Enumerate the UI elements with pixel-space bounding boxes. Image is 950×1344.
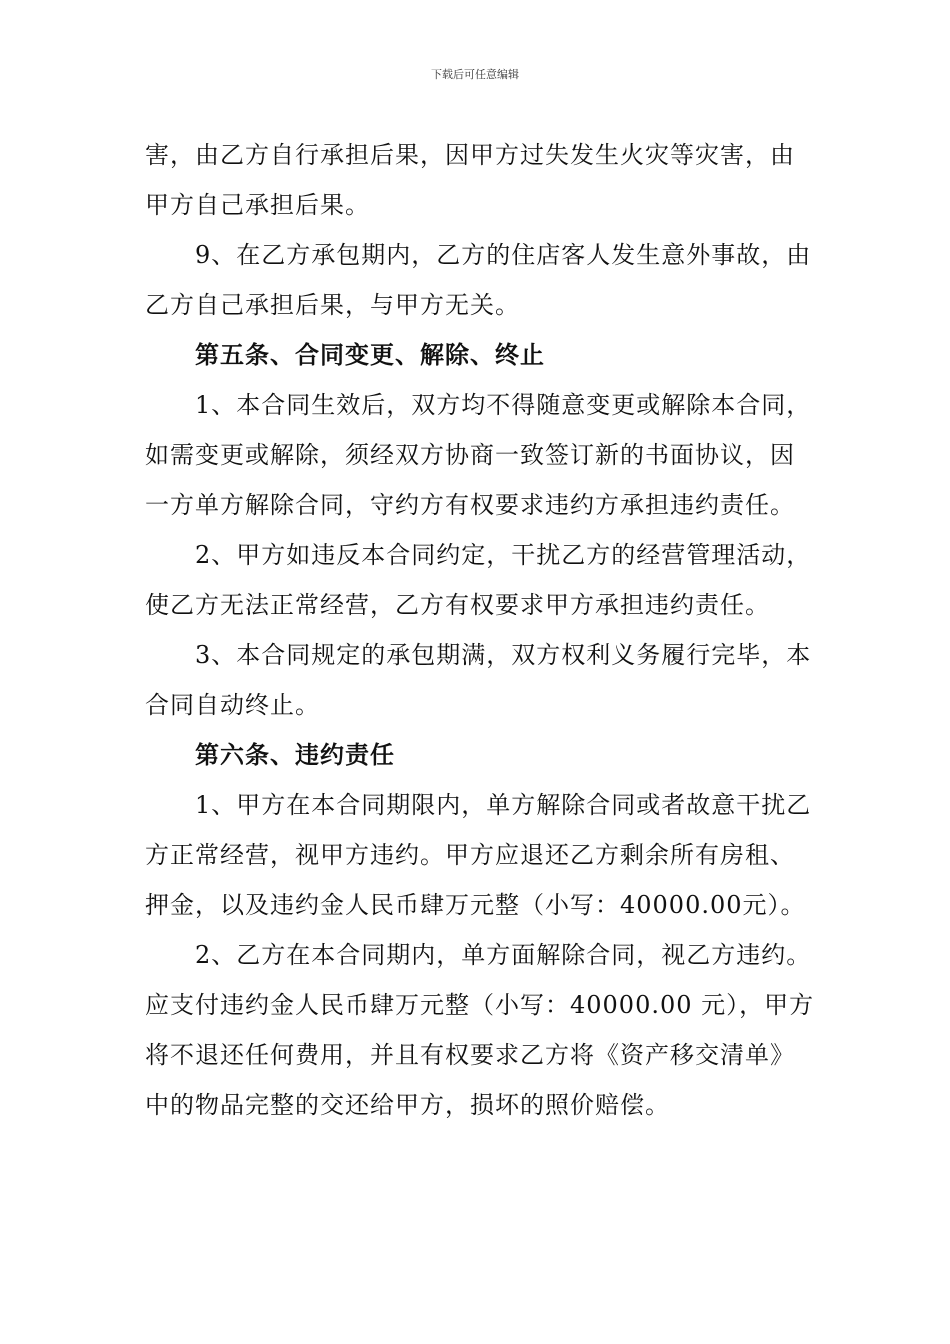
paragraph-5-2: 2、甲方如违反本合同约定，干扰乙方的经营管理活动，使乙方无法正常经营，乙方有权要求甲方承担违约责任。 — [145, 541, 812, 619]
section-heading-5: 第五条、合同变更、解除、终止 — [195, 341, 545, 369]
paragraph-6-1: 1、甲方在本合同期限内，单方解除合同或者故意干扰乙方正常经营，视甲方违约。甲方应退还乙方剩余所有房租、押金，以及违约金人民币肆万元整（小写：40000.00元）。 — [145, 791, 812, 919]
page-header: 下载后可任意编辑 — [431, 68, 519, 81]
section-heading-6: 第六条、违约责任 — [195, 741, 395, 769]
paragraph-5-3: 3、本合同规定的承包期满，双方权利义务履行完毕，本合同自动终止。 — [145, 641, 812, 719]
paragraph-continuation: 害，由乙方自行承担后果，因甲方过失发生火灾等灾害，由甲方自己承担后果。 — [145, 141, 795, 219]
paragraph-item-9: 9、在乙方承包期内，乙方的住店客人发生意外事故，由乙方自己承担后果，与甲方无关。 — [145, 241, 812, 319]
paragraph-5-1: 1、本合同生效后，双方均不得随意变更或解除本合同，如需变更或解除，须经双方协商一致签订新的书面协议，因一方单方解除合同，守约方有权要求违约方承担违约责任。 — [145, 391, 812, 519]
document-body — [145, 130, 815, 1130]
paragraph-6-2: 2、乙方在本合同期内，单方面解除合同，视乙方违约。应支付违约金人民币肆万元整（小写：40000.00 元），甲方将不退还任何费用，并且有权要求乙方将《资产移交清单》中的物品完整的交还给甲方，损坏的照价赔偿。 — [145, 941, 815, 1119]
